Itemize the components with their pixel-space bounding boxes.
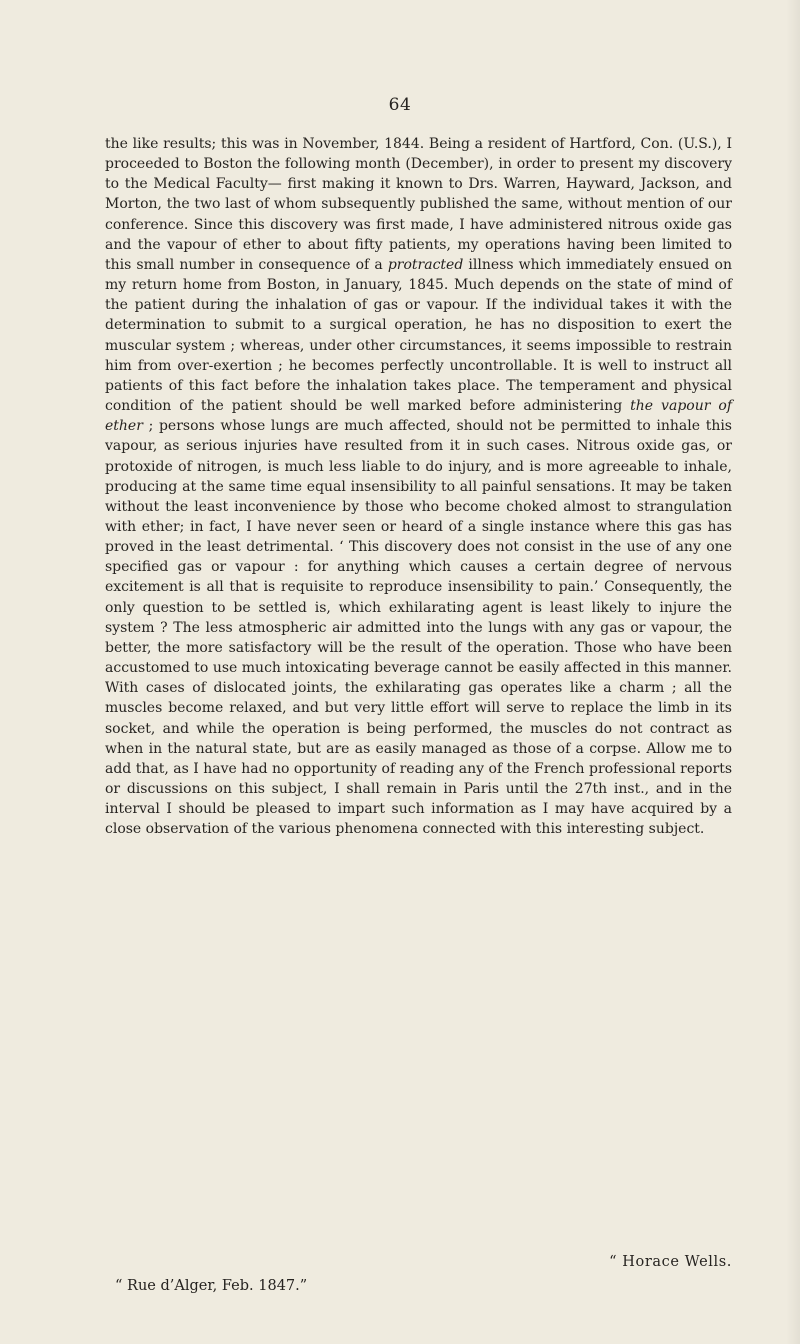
paragraph-italic-vapour-of-ether: the vapour of ether bbox=[105, 398, 733, 435]
page-number: 64 bbox=[388, 95, 412, 115]
paragraph-italic-protracted: protracted bbox=[387, 256, 464, 273]
paragraph-text-3: ; persons whose lungs are much affected, should not be permitted to inhale this vapour, as serious injuries have resulted from it in such cases. Nitrous oxide gas, or protoxide of nitrogen, is much less liable to do injury, and is more agreeable to inhale, producing at the same time equal insensibility to all painful sensations. It may be taken without the least inconvenience by those who become choked almost to strangulation with ether; in fact, I have never seen or heard of a single instance where this gas has proved in the least detrimental. ‘ This discovery does not consist in the use of any one specified gas or vapour : for anything which causes a certain degree of nervous excitement is all that is requisite to reproduce insensibility to pain.’ Consequently, the only question to be settled is, which exhilarating agent is least likely to injure the system ? The less atmospheric air admitted into the lungs with any gas or vapour, the better, the more satisfactory will be the result of the operation. Those who have been accustomed to use much intoxicating beverage cannot be easily affected in this manner. With cases of dislocated joints, the exhilarating gas operates like a charm ; all the muscles become relaxed, and but very little effort will serve to replace the limb in its socket, and while the operation is being performed, the muscles do not contract as when in the natural state, but are as easily managed as those of a corpse. Allow me to add that, as I have had no opportunity of reading any of the French professional reports or discussions on this subject, I shall remain in Paris until the 27th inst., and in the interval I should be pleased to impart such information as I may have acquired by a close observation of the various phenomena connected with this interesting subject. bbox=[105, 418, 732, 838]
paragraph-text-1: the like results; this was in November, 1844. Being a resident of Hartford, Con. (U.S.), I proceeded to Boston the following month (December), in order to present my discovery to the Medical Faculty— first making it known to Drs. Warren, Hayward, Jackson, and Morton, the two last of whom subsequently published the same, without mention of our conference. Since this discovery was first made, I have administered nitrous oxide gas and the vapour of ether to about fifty patients, my operations having been limited to this small number in consequence of a bbox=[105, 136, 732, 273]
signature: “ Horace Wells. bbox=[609, 1254, 732, 1270]
body-paragraph bbox=[105, 134, 732, 839]
page-edge-shadow bbox=[786, 0, 800, 1344]
paragraph-text-2: illness which immediately ensued on my return home from Boston, in January, 1845. Much depends on the state of mind of the patient during the inhalation of gas or vapour. If the individual takes it with the determination to submit to a surgical operation, he has no disposition to exert the muscular system ; whereas, under other circumstances, it seems impossible to restrain him from over-exertion ; he becomes perfectly uncontrollable. It is well to instruct all patients of this fact before the inhalation takes place. The temperament and physical condition of the patient should be well marked before administering bbox=[105, 256, 732, 415]
dateline: “ Rue d’Alger, Feb. 1847.” bbox=[115, 1278, 308, 1294]
